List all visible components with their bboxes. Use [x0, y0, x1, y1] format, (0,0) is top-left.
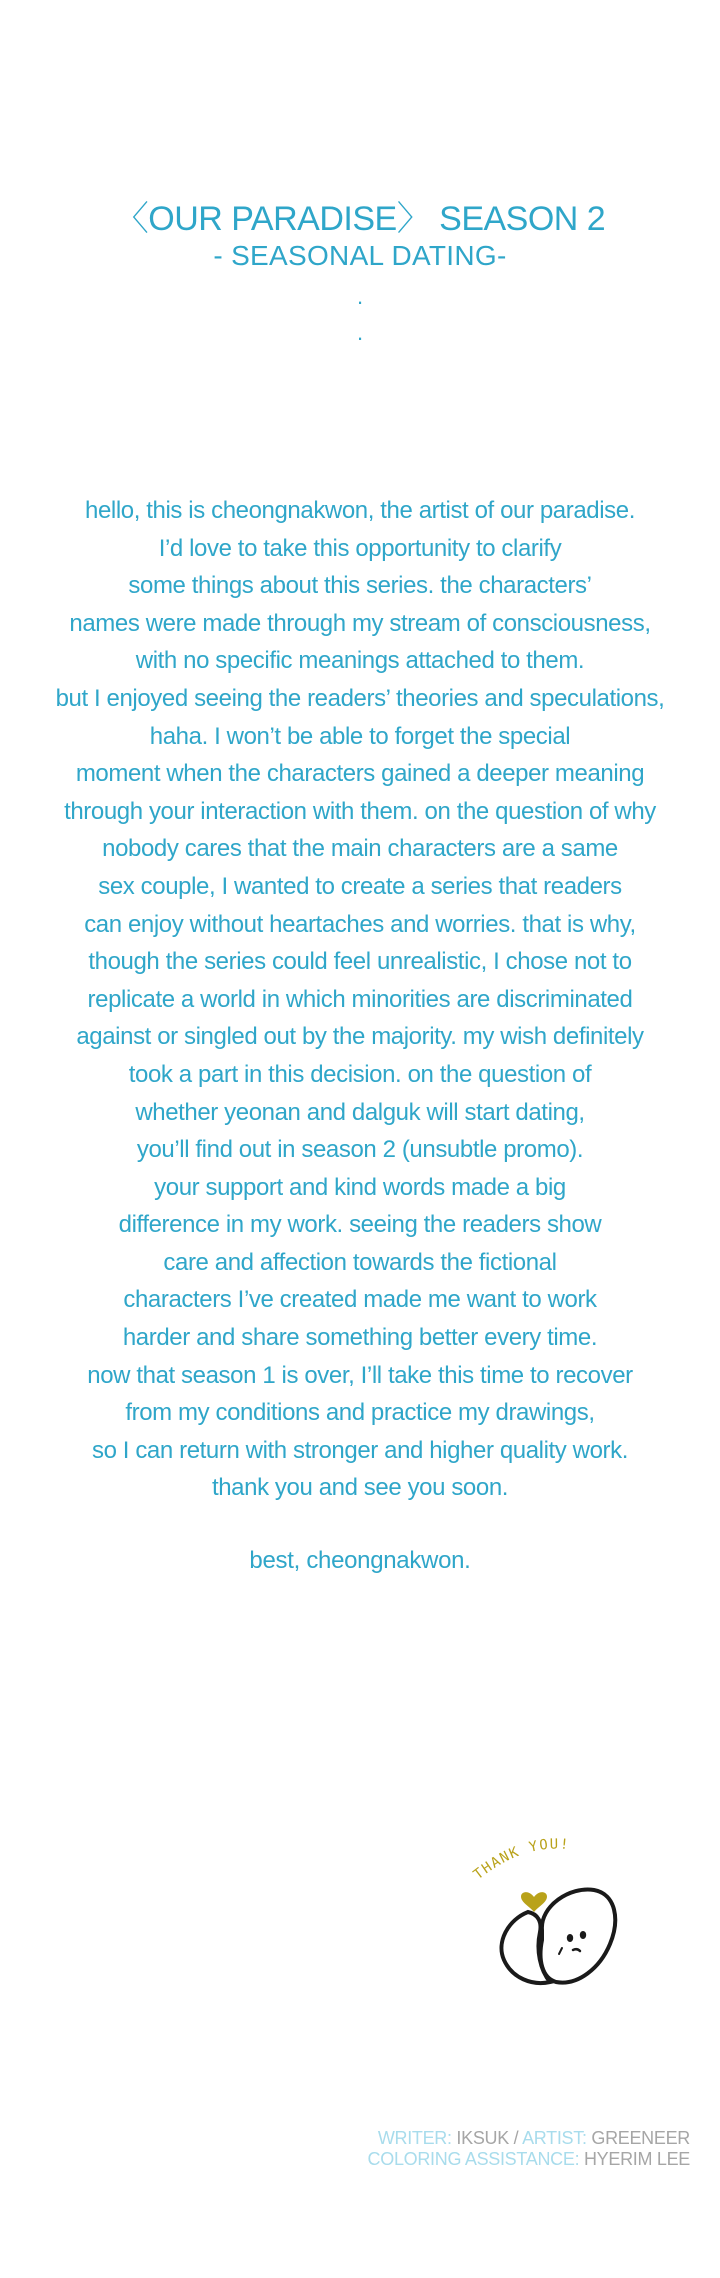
separator-dots [0, 286, 720, 358]
letter-line: now that season 1 is over, I’ll take this time to recover [87, 1361, 633, 1389]
coloring-separator: : [574, 2149, 584, 2169]
letter-line: took a part in this decision. on the question of [128, 1060, 592, 1088]
heart-icon [521, 1892, 547, 1912]
letter-line: hello, this is cheongnakwon, the artist of our paradise. [85, 497, 635, 524]
letter-body [0, 492, 720, 1507]
letter-line: moment when the characters gained a deeper meaning [75, 760, 645, 788]
letter-line: though the series could feel unrealistic, I chose not to [88, 948, 632, 976]
credits-line-2 [368, 2149, 690, 2170]
thank-you-text: THANK YOU! [470, 1836, 571, 1884]
artist-label: ARTIST [522, 2128, 582, 2148]
page-title: 〈OUR PARADISE〉 SEASON 2 [114, 200, 606, 238]
artist-name: GREENEER [591, 2128, 690, 2148]
letter-line: difference in my work. seeing the readers show [118, 1211, 602, 1239]
header [0, 198, 720, 358]
letter-line: against or singled out by the majority. my wish definitely [76, 1023, 644, 1051]
letter-line: so I can return with stronger and higher quality work. [91, 1436, 628, 1464]
letter-line: thank you and see you soon. [211, 1474, 509, 1502]
letter-line: harder and share something better every time. [122, 1324, 598, 1352]
writer-separator: : [447, 2128, 457, 2148]
thank-you-doodle-icon [470, 1820, 640, 2000]
credits-line-1 [368, 2128, 690, 2149]
letter-line: with no specific meanings attached to them. [135, 647, 585, 675]
letter-line: haha. I won’t be able to forget the special [149, 722, 571, 750]
letter-line: replicate a world in which minorities are discriminated [87, 985, 633, 1013]
writer-label: WRITER [377, 2128, 448, 2148]
letter-line: from my conditions and practice my drawings, [125, 1399, 595, 1427]
cheek-mark [559, 1948, 562, 1954]
right-eye [580, 1931, 586, 1939]
letter-line: whether yeonan and dalguk will start dating, [135, 1098, 585, 1126]
letter-line: some things about this series. the characters’ [128, 572, 592, 600]
credits-slash: / [508, 2128, 523, 2148]
coloring-name: HYERIM LEE [583, 2149, 690, 2169]
page-subtitle: - SEASONAL DATING- [213, 240, 507, 271]
separator-dot: . [356, 320, 364, 345]
letter-line: through your interaction with them. on the question of why [64, 797, 656, 825]
separator-dot: . [356, 284, 364, 309]
letter-line: but I enjoyed seeing the readers’ theories and speculations, [55, 684, 665, 712]
letter-line: you’ll find out in season 2 (unsubtle promo). [136, 1136, 584, 1164]
letter-line: your support and kind words made a big [154, 1173, 566, 1201]
letter-signoff: best, cheongnakwon. [249, 1547, 471, 1574]
coloring-label: COLORING ASSISTANCE [367, 2149, 575, 2169]
letter-line: nobody cares that the main characters are a same [102, 835, 618, 863]
letter-line: names were made through my stream of consciousness, [69, 609, 651, 637]
letter-line: can enjoy without heartaches and worries. that is why, [84, 910, 636, 938]
credits [368, 2128, 690, 2170]
writer-name: IKSUK [456, 2128, 509, 2148]
letter-line: care and affection towards the fictional [163, 1248, 557, 1276]
left-eye [567, 1934, 573, 1942]
letter-line: I’d love to take this opportunity to clarify [158, 534, 562, 562]
artist-separator: : [581, 2128, 592, 2148]
letter-line: characters I’ve created made me want to work [123, 1286, 597, 1314]
right-blob-outline [541, 1889, 616, 1982]
mouth [573, 1949, 580, 1951]
letter-line: sex couple, I wanted to create a series that readers [98, 872, 622, 900]
